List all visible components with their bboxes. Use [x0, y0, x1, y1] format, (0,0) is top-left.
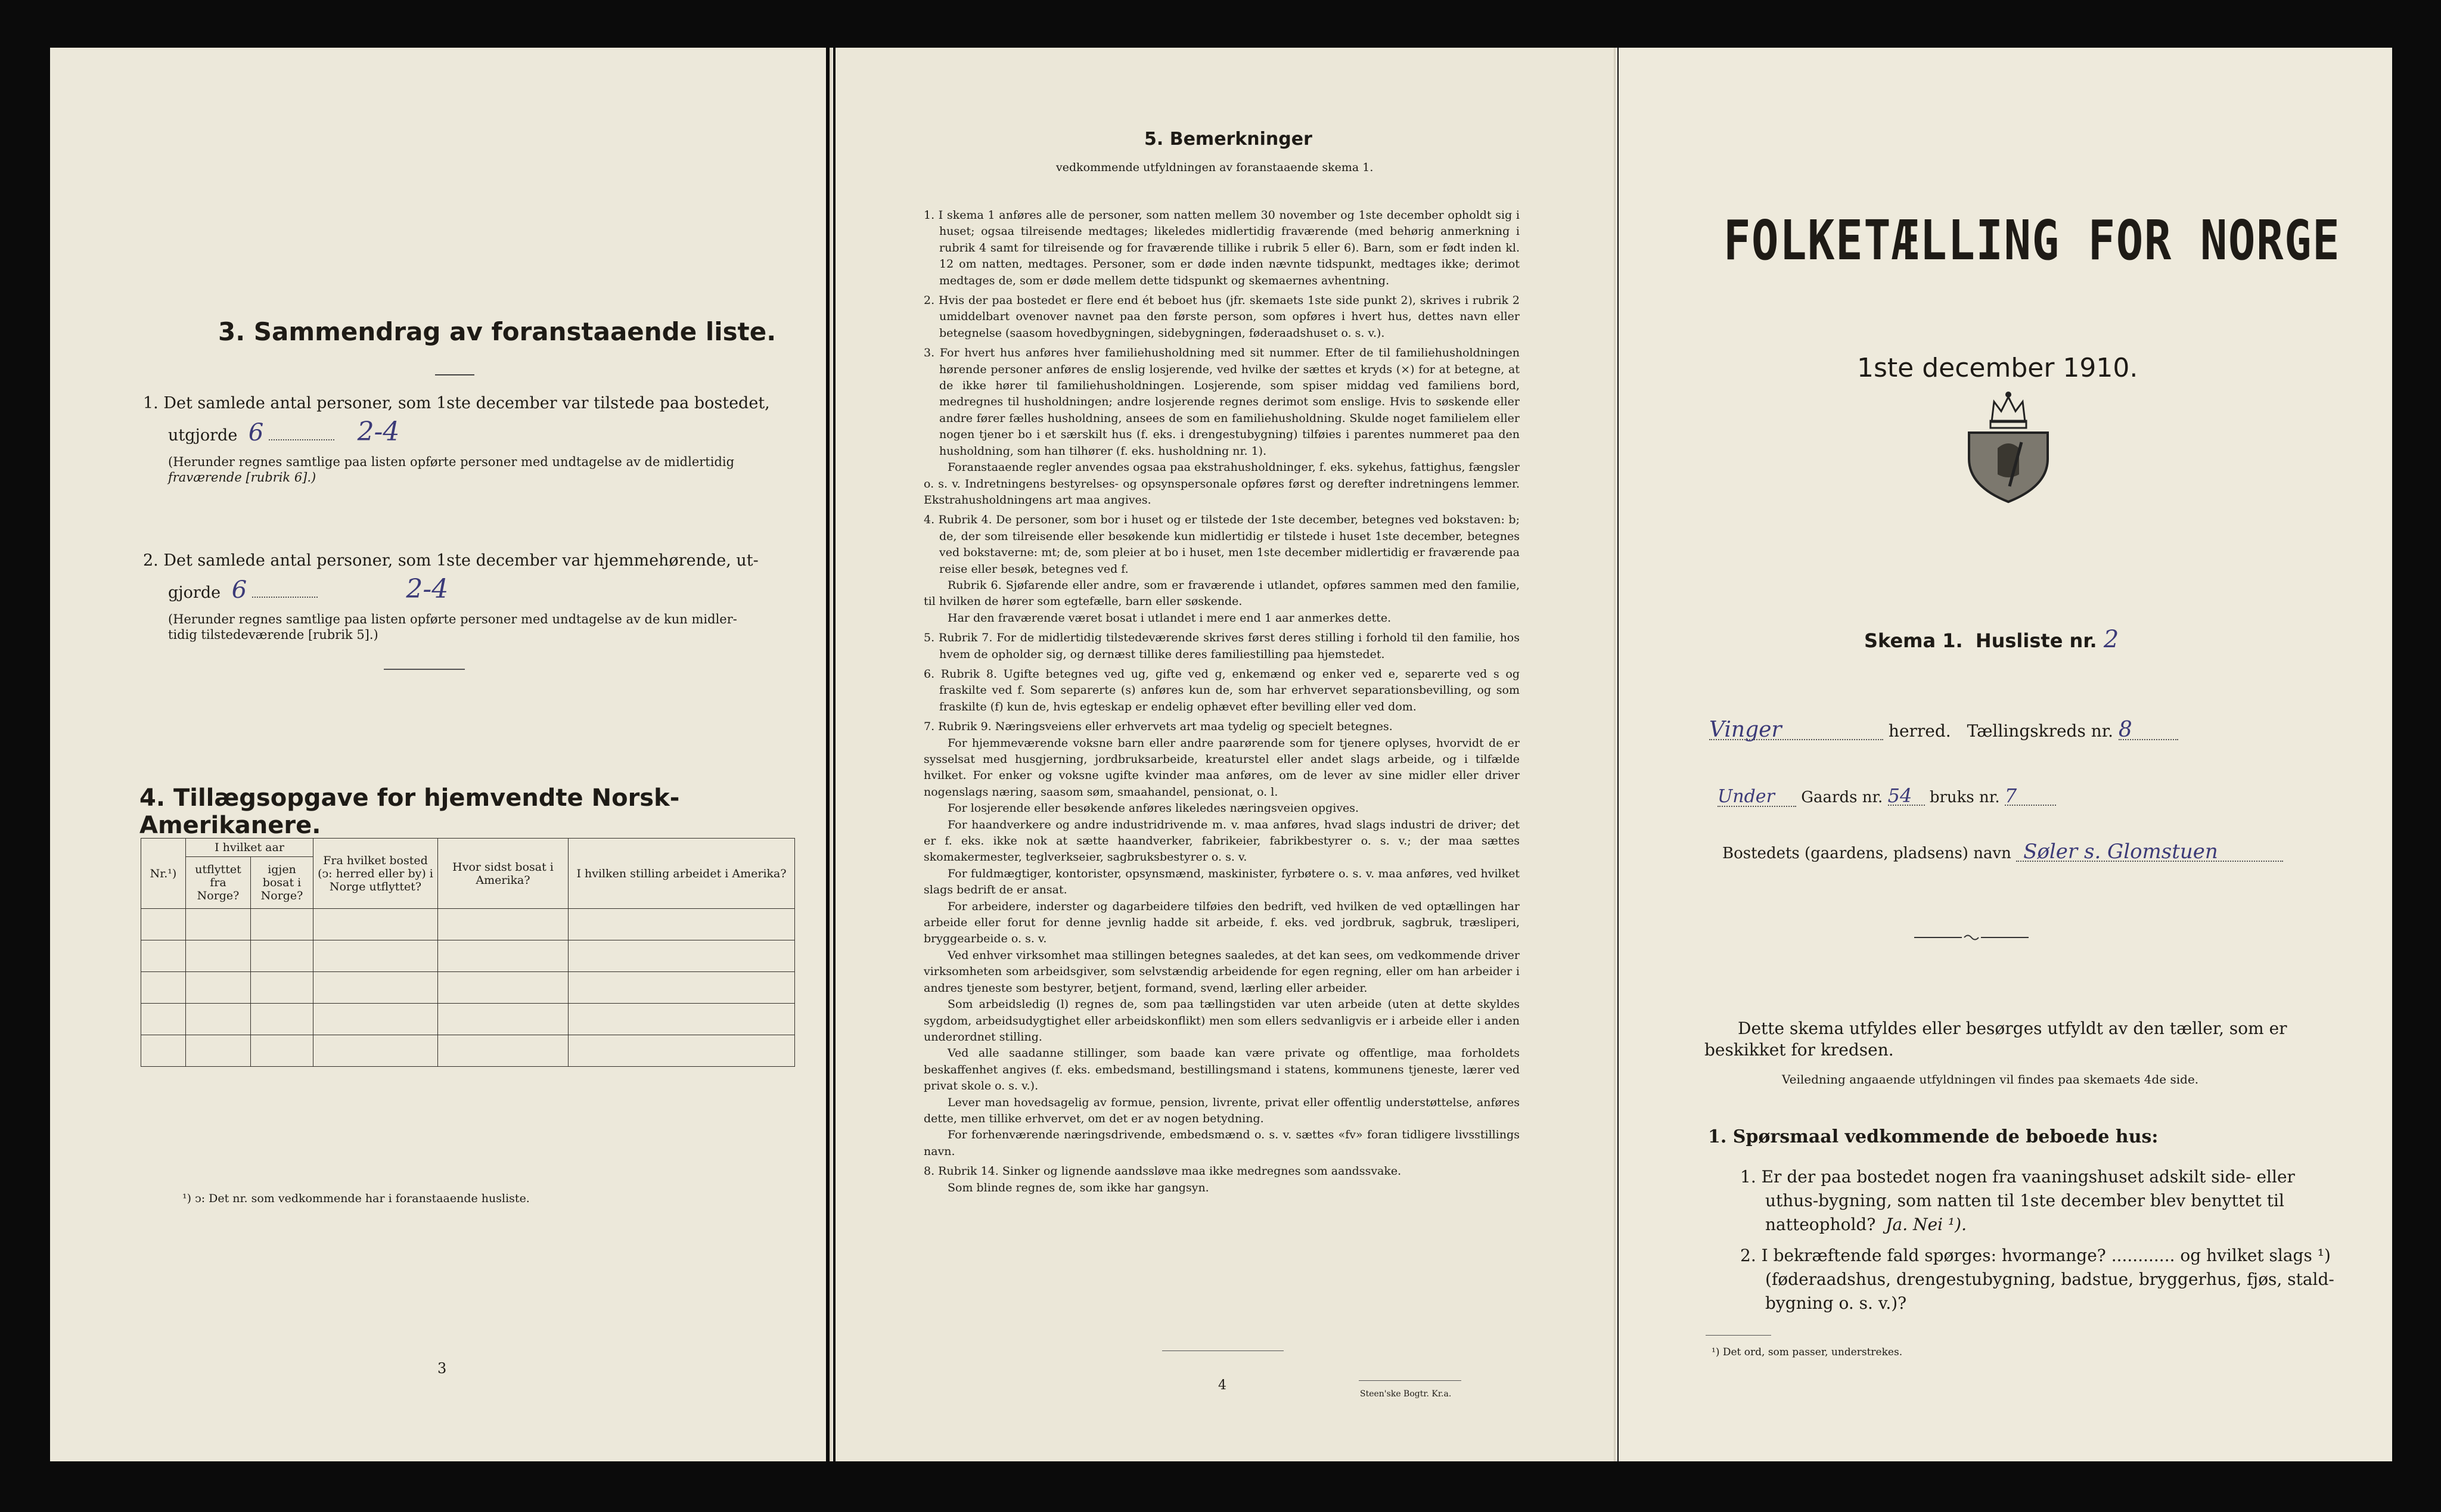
bemerkning-paragraph: 4. Rubrik 4. De personer, som bor i huset og er tilstede der 1ste december, betegnes ved bokstaven: b; de, der som tilreisende eller besøkende kun midlertidig er tilstede i huset 1ste december, betegnes ved bokstaverne: mt; de, som pleier at bo i huset, men 1ste december midlertidig er fraværende paa reise eller besøk, betegnes ved f. [924, 513, 1520, 576]
q2-line3-right: bygning o. s. v.)? [1765, 1293, 1907, 1313]
q2-line1: 2. Det samlede antal personer, som 1ste december var hjemmehørende, ut- [143, 551, 759, 570]
bosted-label: Bostedets (gaardens, pladsens) navn [1722, 845, 2011, 862]
bemerkning-paragraph: Ved enhver virksomhet maa stillingen betegnes saaledes, at det kan sees, om vedkommende driver virksomheten som arbeidsgiver, som selvstændig arbeidende for egen regning, eller om han arbeider i andres tjeneste som bestyrer, betjent, formand, svend, lærling eller arbeider. [924, 948, 1520, 995]
th-nr: Nr.¹) [141, 839, 186, 909]
husliste-label: Husliste nr. [1975, 629, 2097, 652]
kreds-label: Tællingskreds nr. [1967, 721, 2113, 741]
bemerkning-paragraph: For haandverkere og andre industridrivende m. v. maa anføres, hvad slags industri de driver; det er f. eks. ikke nok at sætte haandverker, fabrikeier, fabrikbestyrer o. s. v.; der maa sættes skomakermester, teglverkseier, sagbruksbestyrer o. s. v. [924, 818, 1520, 864]
instructions-1: Dette skema utfyldes eller besørges utfyldt av den tæller, som er beskikket for kredsen. [1704, 1019, 2287, 1060]
q1-line1-right: 1. Er der paa bostedet nogen fra vaaningshuset adskilt side- eller [1740, 1167, 2295, 1187]
bemerkning-paragraph: Rubrik 6. Sjøfarende eller andre, som er fraværende i utlandet, opføres sammen med den familie, til hvilken de hører som egtefælle, barn eller søskende. [924, 578, 1520, 608]
q2-note2: tidig tilstedeværende [rubrik 5].) [168, 628, 378, 642]
ornament-divider-icon [1914, 933, 2029, 942]
under-value: Under [1718, 788, 1796, 807]
q2-handwritten-b: 2-4 [406, 574, 449, 604]
bemerkning-paragraph: 8. Rubrik 14. Sinker og lignende aandssløve maa ikke medregnes som aandssvake. [924, 1165, 1402, 1178]
q2-line1-right: 2. I bekræftende fald spørges: hvormange? ............ og hvilket slags ¹) [1740, 1246, 2331, 1265]
bemerkning-paragraph: Lever man hovedsagelig av formue, pension, livrente, privat eller offentlig understøttelse, anføres dette, men tillike erhvervet, om det er av nogen betydning. [924, 1095, 1520, 1125]
bemerkning-paragraph: For forhenværende næringsdrivende, embedsmænd o. s. v. sættes «fv» foran tidligere livsstillings navn. [924, 1128, 1520, 1158]
skema-line [1864, 626, 2119, 653]
q1-line1: 1. Det samlede antal personer, som 1ste december var tilstede paa bostedet, [143, 394, 770, 412]
section-divider [384, 669, 465, 670]
bosted-line [1722, 840, 2283, 864]
herred-label: herred. [1888, 721, 1951, 741]
middle-page [836, 48, 1614, 1461]
bemerkninger-subtitle: vedkommende utfyldningen av foranstaaende skema 1. [1056, 161, 1374, 174]
bemerkning-paragraph: 7. Rubrik 9. Næringsveiens eller erhvervets art maa tydelig og specielt betegnes. [924, 720, 1393, 734]
gaards-value: 54 [1888, 787, 1925, 806]
bemerkning-paragraph: Har den fraværende været bosat i utlandet i mere end 1 aar anmerkes dette. [948, 611, 1392, 625]
th-igjen: igjen bosat i Norge? [251, 857, 313, 909]
page-fold [1614, 48, 1617, 1461]
q2-line2 [168, 574, 449, 604]
section3-title: 3. Sammendrag av foranstaaende liste. [218, 317, 777, 346]
bruks-value: 7 [2005, 787, 2056, 806]
bemerkning-paragraph: For fuldmægtiger, kontorister, opsynsmænd, maskinister, fyrbøtere o. s. v. maa anføres, ved hvilket slags bedrift de er ansat. [924, 867, 1520, 897]
bemerkninger-title: 5. Bemerkninger [1144, 129, 1312, 150]
q1-answer: Ja. Nei ¹). [1886, 1215, 1967, 1234]
q1-label: utgjorde [168, 426, 238, 445]
bemerkning-paragraph: 2. Hvis der paa bostedet er flere end ét beboet hus (jfr. skemaets 1ste side punkt 2), skrives i rubrik 2 umiddelbart ovenover navnet paa den første person, som opføres i hvert hus, dettes navn eller betegnelse (saasom hovedbygningen, sidebygningen, føderaadshuset o. s. v.). [924, 294, 1520, 340]
bemerkning-paragraph: 3. For hvert hus anføres hver familiehusholdning med sit nummer. Efter de til familiehusholdningen hørende personer anføres de enslig losjerende, ved hvilke der sættes et kryds (×) for at betegne, at de ikke hører til familiehusholdningen. Losjerende, som spiser middag ved familiens bord, medregnes til husholdningen; andre losjerende regnes derimot som enslige. Hvis to søskende eller andre fører fælles husholdning, ansees de som en familiehusholdning. Skulde noget familielem eller nogen tjener bo i et særskilt hus (f. eks. i drengestubygning) tilføies i parentes nummeret paa den husholdning, som han tilhører (f. eks. husholdning nr. 1). [924, 346, 1520, 458]
footnote-rule [1706, 1335, 1771, 1336]
right-page [1619, 48, 2392, 1461]
gaards-label: Gaards nr. [1801, 788, 1883, 806]
page-number-4: 4 [1218, 1378, 1226, 1393]
section4-title: 4. Tillægsopgave for hjemvendte Norsk-Amerikanere. [139, 784, 680, 839]
coat-of-arms-icon [1961, 385, 2056, 504]
printer-rule [1359, 1380, 1461, 1381]
table-row [141, 972, 795, 1004]
q2-label: gjorde [168, 583, 221, 602]
q1-handwritten-a: 6 [248, 419, 264, 446]
q1-line2 [168, 417, 400, 447]
bemerkning-paragraph: Som arbeidsledig (l) regnes de, som paa tællingstiden var uten arbeide (uten at dette skyldes sygdom, arbeidsudygtighet eller arbeidskonflikt) men som ellers sedvanligvis er i arbeide eller i anden underordnet stilling. [924, 998, 1520, 1044]
bosted-value: Søler s. Glomstuen [2016, 843, 2283, 862]
q1-line3-right [1765, 1216, 1967, 1234]
bemerkning-paragraph: For hjemmeværende voksne barn eller andre paarørende som for tjenere oplyses, hvorvidt de er sysselsat med husgjerning, jordbruksarbeide, kreaturstel eller andet slags arbeide, og i tilfælde hvilket. For enker og voksne ugifte kvinder maa anføres, om de lever av sine midler eller driver nogenslags næring, saasom søm, smaahandel, pensionat, o. l. [924, 736, 1520, 799]
q2-note1: (Herunder regnes samtlige paa listen opførte personer med undtagelse av de kun midler- [168, 612, 737, 626]
bemerkning-paragraph: Som blinde regnes de, som ikke har gangsyn. [948, 1181, 1209, 1194]
page-fold [830, 48, 833, 1461]
skema-label: Skema 1. [1864, 629, 1963, 652]
q1-label-right: natteophold? [1765, 1215, 1876, 1234]
printer-imprint: Steen'ske Bogtr. Kr.a. [1360, 1389, 1452, 1399]
gaard-line [1718, 784, 2056, 807]
section3-divider [435, 374, 474, 375]
kreds-value: 8 [2119, 721, 2178, 740]
table-footnote: ¹) ↄ: Det nr. som vedkommende har i foranstaaende husliste. [182, 1192, 530, 1205]
table-row [141, 909, 795, 940]
th-hvor: Hvor sidst bosat i Amerika? [438, 839, 569, 909]
bruks-label: bruks nr. [1929, 788, 2000, 806]
table-row [141, 1035, 795, 1067]
q1-note2: fraværende [rubrik 6].) [168, 470, 316, 485]
questions-heading: 1. Spørsmaal vedkommende de beboede hus: [1708, 1126, 2159, 1147]
th-stilling: I hvilken stilling arbeidet i Amerika? [569, 839, 795, 909]
bemerkning-paragraph: Ved alle saadanne stillinger, som baade kan være private og offentlige, maa forholdets beskaffenhet angives (f. eks. embedsmand, bestillingsmand i statens, kommunens tjeneste, lærer ved privat skole o. s. v.). [924, 1047, 1520, 1093]
herred-value: Vinger [1709, 721, 1883, 740]
bemerkning-paragraph: Foranstaaende regler anvendes ogsaa paa ekstrahusholdninger, f. eks. sykehus, fattighus, fængsler o. s. v. Indretningens bestyrelses- og opsynspersonale opføres først og derefter indretningens lemmer. Ekstrahusholdningens art maa angives. [924, 461, 1520, 507]
th-fra: Fra hvilket bosted (ↄ: herred eller by) i Norge utflyttet? [313, 839, 438, 909]
bemerkning-paragraph: 6. Rubrik 8. Ugifte betegnes ved ug, gifte ved g, enkemænd og enker ved e, separerte ved s og fraskilte ved f. Som separerte (s) anføres kun de, som har erhvervet separationsbevilling, og som fraskilte (f) kun de, hvis egteskap er endelig ophævet efter bevilling eller ved dom. [924, 667, 1520, 713]
bemerkning-paragraph: For arbeidere, inderster og dagarbeidere tilføies den bedrift, ved hvilken de ved optællingen har arbeide eller forut for denne jevnlig hadde sit arbeide, f. eks. ved jordbruk, sagbruk, træsliperi, bryggearbeide o. s. v. [924, 899, 1520, 946]
page-number-3: 3 [437, 1360, 447, 1377]
bemerkning-paragraph: For losjerende eller besøkende anføres likeledes næringsveien opgives. [948, 802, 1359, 815]
q1-handwritten-b: 2-4 [357, 417, 400, 447]
norsk-amerikanere-table [141, 838, 795, 1067]
left-page [50, 48, 826, 1461]
q2-line2-right: (føderaadshus, drengestubygning, badstue, bryggerhus, fjøs, stald- [1765, 1269, 2334, 1289]
herred-line [1709, 718, 2178, 742]
census-title: FOLKETÆLLING FOR NORGE [1723, 209, 2341, 272]
q1-line2-right: uthus-bygning, som natten til 1ste december blev benyttet til [1765, 1191, 2284, 1210]
bottom-rule [1162, 1350, 1284, 1351]
right-footnote: ¹) Det ord, som passer, understrekes. [1712, 1346, 1903, 1358]
census-date: 1ste december 1910. [1857, 353, 2138, 383]
husliste-value: 2 [2103, 626, 2119, 653]
table-row [141, 1004, 795, 1035]
th-utflyttet: utflyttet fra Norge? [186, 857, 251, 909]
th-group: I hvilket aar [186, 839, 313, 857]
bemerkninger-body [924, 204, 1520, 1196]
bemerkning-paragraph: 1. I skema 1 anføres alle de personer, som natten mellem 30 november og 1ste december opholdt sig i huset; ogsaa tilreisende medtages; likeledes midlertidig fraværende (med behørig anmerkning i rubrik 4 samt for tilreisende og for fraværende tillike i rubrik 5 eller 6). Barn, som er født inden kl. 12 om natten, medtages. Personer, som er døde inden nævnte tidspunkt, medtages ikke; derimot medtages de, som er døde mellem dette tidspunkt og skemaernes avhentning. [924, 209, 1520, 287]
instructions-2: Veiledning angaaende utfyldningen vil findes paa skemaets 4de side. [1782, 1072, 2199, 1086]
q2-handwritten-a: 6 [231, 576, 247, 604]
bemerkning-paragraph: 5. Rubrik 7. For de midlertidig tilstedeværende skrives først deres stilling i forhold til den familie, hos hvem de opholder sig, og dernæst tillike deres familiestilling paa hjemstedet. [924, 631, 1520, 661]
table-row [141, 940, 795, 972]
q1-note1: (Herunder regnes samtlige paa listen opførte personer med undtagelse av de midlertidig [168, 455, 735, 469]
